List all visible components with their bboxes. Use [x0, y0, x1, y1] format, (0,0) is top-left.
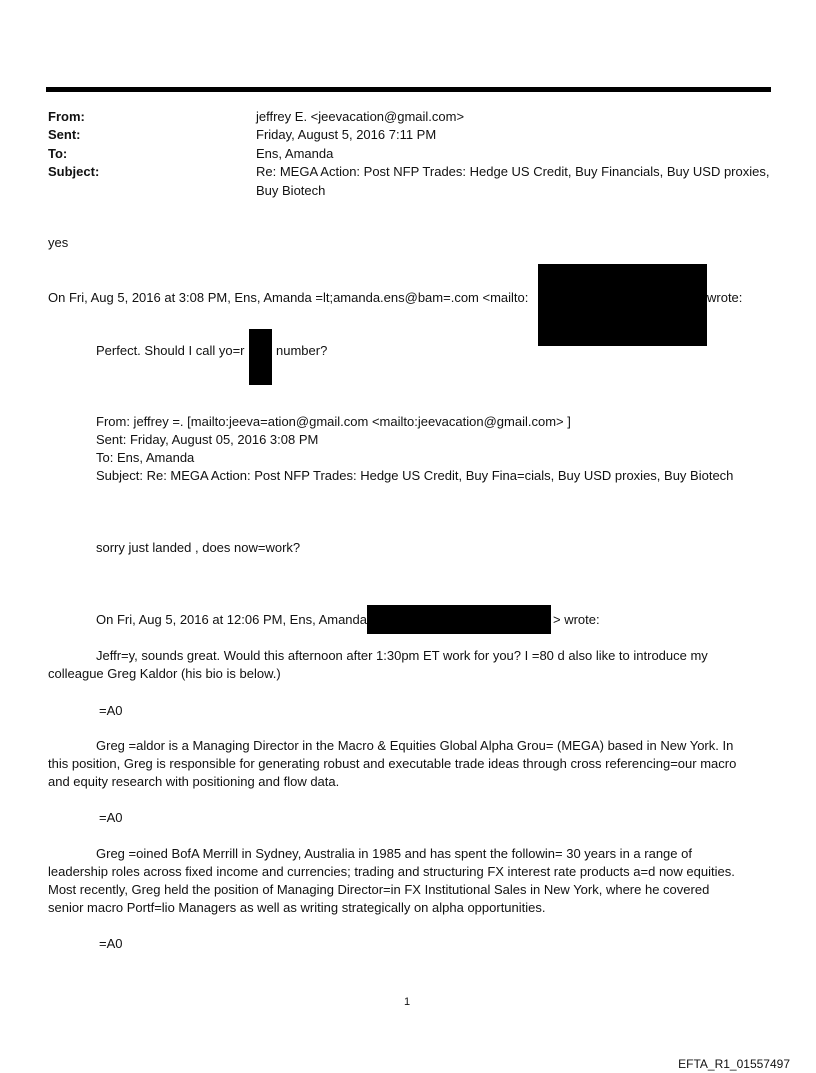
redaction-block [367, 605, 551, 634]
sorry-text: sorry just landed , does now=work? [96, 540, 301, 555]
redaction-block [538, 264, 707, 346]
header-rule [46, 87, 771, 92]
para-1-line-2: colleague Greg Kaldor (his bio is below.) [48, 666, 281, 681]
para-2-line-2: this position, Greg is responsible for generating robust and executable trade ideas through cross referencing=our macro [48, 756, 737, 771]
document-id: EFTA_R1_01557497 [678, 1057, 790, 1071]
from-label: From: [48, 109, 85, 124]
para-1-line-1: Jeffr=y, sounds great. Would this afternoon after 1:30pm ET work for you? I =80 d also like to introduce my [96, 648, 708, 663]
subject-line-1: Re: MEGA Action: Post NFP Trades: Hedge US Credit, Buy Financials, Buy USD proxies, [256, 164, 770, 179]
quote-2-prefix: On Fri, Aug 5, 2016 at 12:06 PM, Ens, Amanda [96, 612, 367, 627]
para-3-line-3: Most recently, Greg held the position of Managing Director=in FX Institutional Sales in New York, where he covered [48, 882, 710, 897]
to-label: To: [48, 146, 68, 161]
para-3-line-1: Greg =oined BofA Merrill in Sydney, Australia in 1985 and has spent the followin= 30 years in a range of [96, 846, 692, 861]
para-3-line-4: senior macro Portf=lio Managers as well as writing strategically on alpha opportunities. [48, 900, 546, 915]
to-value: Ens, Amanda [256, 146, 334, 161]
subject-line-2: Buy Biotech [256, 183, 326, 198]
quote-2-suffix: > wrote: [553, 612, 600, 627]
sent-value: Friday, August 5, 2016 7:11 PM [256, 127, 437, 142]
fwd-sent: Sent: Friday, August 05, 2016 3:08 PM [96, 432, 319, 447]
page-number: 1 [404, 996, 411, 1008]
a0-marker: =A0 [99, 936, 123, 951]
from-value: jeffrey E. <jeevacation@gmail.com> [256, 109, 465, 124]
fwd-to: To: Ens, Amanda [96, 450, 195, 465]
fwd-from: From: jeffrey =. [mailto:jeeva=ation@gmail.com <mailto:jeevacation@gmail.com> ] [96, 414, 571, 429]
quote-1-suffix: wrote: [707, 290, 743, 305]
redaction-block [249, 329, 272, 385]
perfect-suffix: number? [276, 343, 328, 358]
para-3-line-2: leadership roles across fixed income and currencies; trading and structuring FX interest rate products a=d now equities. [48, 864, 735, 879]
para-2-line-1: Greg =aldor is a Managing Director in the Macro & Equities Global Alpha Grou= (MEGA) based in New York. In [96, 738, 734, 753]
para-2-line-3: and equity research with positioning and flow data. [48, 774, 340, 789]
reply-text: yes [48, 235, 69, 250]
sent-label: Sent: [48, 127, 81, 142]
quote-1-prefix: On Fri, Aug 5, 2016 at 3:08 PM, Ens, Amanda =lt;amanda.ens@bam=.com <mailto: [48, 290, 529, 305]
subject-label: Subject: [48, 164, 100, 179]
perfect-prefix: Perfect. Should I call yo=r [96, 343, 245, 358]
fwd-subject: Subject: Re: MEGA Action: Post NFP Trades: Hedge US Credit, Buy Fina=cials, Buy USD proxies, Buy Biotech [96, 468, 734, 483]
a0-marker: =A0 [99, 810, 123, 825]
a0-marker: =A0 [99, 703, 123, 718]
